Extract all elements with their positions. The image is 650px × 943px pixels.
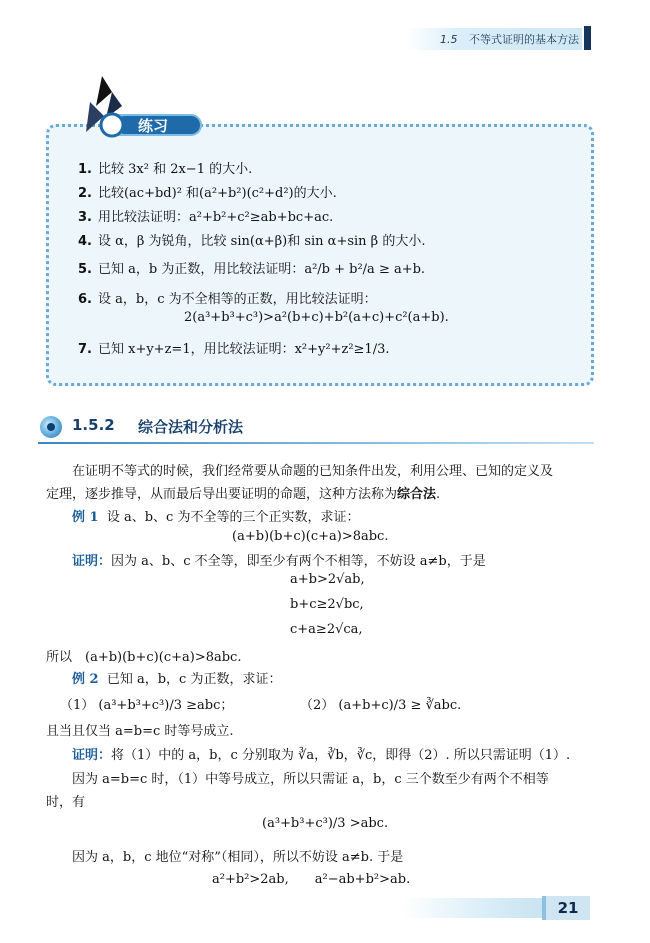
paragraph-line: 在证明不等式的时候，我们经常要从命题的已知条件出发，利用公理、已知的定义及: [72, 464, 554, 479]
paragraph-line: 因为 a，b，c 地位“对称”（相同），所以不妨设 a≠b. 于是: [72, 850, 404, 865]
exercise-item: 5. 已知 a，b 为正数，用比较法证明：a²/b + b²/a ≥ a+b.: [78, 262, 426, 277]
exercise-item: 1. 比较 3x² 和 2x−1 的大小.: [78, 162, 253, 177]
inequality-3: c+a≥2√ca,: [290, 622, 363, 637]
page-number: 21: [542, 896, 590, 920]
exercise-6-formula: 2(a³+b³+c³)>a²(b+c)+b²(a+c)+c²(a+b).: [184, 310, 449, 325]
example-1: 例 1 设 a、b、c 为不全等的三个正实数，求证：: [72, 510, 360, 525]
footer-band: [402, 898, 542, 918]
paragraph-line: 时，有: [46, 795, 86, 810]
paragraph-line: 因为 a=b=c 时，（1）中等号成立，所以只需证 a，b，c 三个数至少有两个不相等: [72, 772, 549, 787]
section-number: 1.5.2: [72, 416, 115, 434]
final-formulas: a²+b²>2ab, a²−ab+b²>ab.: [212, 872, 411, 887]
header-mark: [584, 26, 591, 50]
example-1-formula: (a+b)(b+c)(c+a)>8abc.: [232, 529, 389, 544]
example-2-part-2: （2） (a+b+c)/3 ≥ ∛abc.: [300, 698, 462, 713]
exercise-badge-icon: [68, 72, 208, 142]
section-bullet-icon: [40, 416, 62, 438]
section-divider: [38, 442, 594, 444]
example-label: 例 2: [72, 672, 99, 687]
exercise-item: 7. 已知 x+y+z=1，用比较法证明：x²+y²+z²≥1/3.: [78, 342, 390, 357]
exercise-badge-label: 练习: [138, 117, 169, 135]
header-title: 不等式证明的基本方法: [469, 33, 579, 46]
exercise-item: 6. 设 a，b，c 为不全相等的正数，用比较法证明：: [78, 292, 377, 307]
exercise-item: 4. 设 α，β 为锐角，比较 sin(α+β)和 sin α+sin β 的大小.: [78, 234, 426, 249]
running-header: [440, 31, 579, 47]
section-title: 综合法和分析法: [138, 418, 244, 436]
centered-formula: (a³+b³+c³)/3 >abc.: [262, 816, 389, 831]
term-synthesis: 综合法: [397, 487, 437, 502]
exercise-item: 3. 用比较法证明：a²+b²+c²≥ab+bc+ac.: [78, 210, 334, 225]
header-section-number: 1.5: [440, 33, 458, 46]
example-2-condition: 且当且仅当 a=b=c 时等号成立.: [46, 724, 234, 739]
inequality-1: a+b>2√ab,: [290, 572, 365, 587]
inequality-2: b+c≥2√bc,: [290, 597, 364, 612]
example-2-part-1: （1） (a³+b³+c³)/3 ≥abc；: [60, 698, 234, 713]
proof-label: 证明：: [72, 748, 112, 763]
proof-2: 证明：将（1）中的 a，b，c 分别取为 ∛a，∛b，∛c，即得（2）. 所以只需证明（1）.: [72, 748, 571, 763]
conclusion-line: 所以 (a+b)(b+c)(c+a)>8abc.: [46, 650, 242, 665]
example-2: 例 2 已知 a，b，c 为正数，求证：: [72, 672, 282, 687]
exercise-item: 2. 比较(ac+bd)² 和(a²+b²)(c²+d²)的大小.: [78, 186, 337, 201]
example-label: 例 1: [72, 510, 99, 525]
paragraph-line: 定理，逐步推导，从而最后导出要证明的命题，这种方法称为综合法.: [46, 487, 441, 502]
proof-label: 证明：: [72, 554, 112, 569]
proof-1: 证明：因为 a、b、c 不全等，即至少有两个不相等，不妨设 a≠b，于是: [72, 554, 486, 569]
